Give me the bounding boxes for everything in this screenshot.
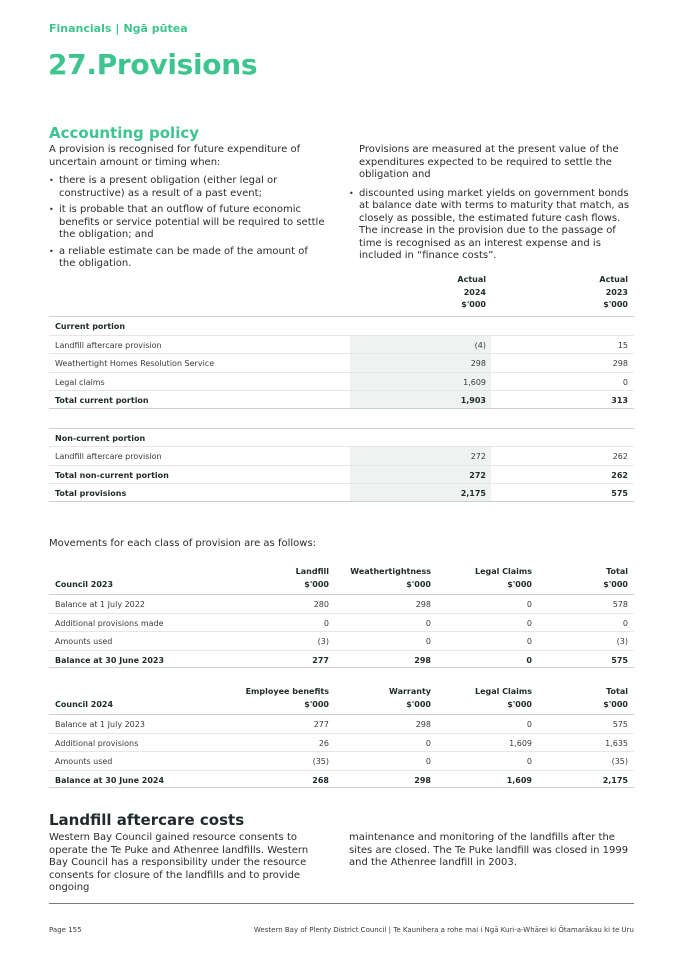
- breadcrumb-section-maori: Ngā pūtea: [123, 22, 188, 35]
- col-header: Total $'000: [603, 567, 628, 589]
- total-provisions-row: Total provisions 2,175 575: [49, 483, 634, 502]
- council-2024-header: [49, 686, 634, 714]
- col-header: Legal Claims $'000: [474, 687, 532, 709]
- col-header: Total $'000: [603, 687, 628, 709]
- total-noncurrent-row: Total non-current portion 272 262: [49, 465, 634, 484]
- provisions-table: [49, 274, 634, 502]
- council-2023-header: [49, 566, 634, 594]
- table-row: Amounts used (35) 0 0 (35): [49, 751, 634, 770]
- council-2024-title: Council 2024: [55, 700, 114, 709]
- table-row: Weathertight Homes Resolution Service 298 298: [49, 353, 634, 372]
- table-row: Amounts used (3) 0 0 (3): [49, 631, 634, 650]
- accounting-policy-heading: Accounting policy: [49, 124, 199, 142]
- council-2024-table: [49, 686, 634, 788]
- policy-bullet-list: [49, 175, 327, 271]
- landfill-right-text: maintenance and monitoring of the landfills after the sites are closed. The Te Puke landfill was closed in 1999 and the Athenree landfill in 2003.: [349, 832, 629, 868]
- table-row: Additional provisions made 0 0 0 0: [49, 613, 634, 632]
- policy-right-bullet: • discounted using market yields on government bonds at balance date with terms to maturity that match, as closely as possible, the estimated future cash flows. The increase in the provision due to the passage of time is recognised as an interest expense and is included in “finance costs”.: [349, 188, 634, 263]
- policy-intro: A provision is recognised for future expenditure of uncertain amount or timing when:: [49, 144, 301, 168]
- policy-right-bullet-list: [349, 188, 634, 263]
- noncurrent-portion-heading: Non-current portion: [49, 428, 634, 447]
- col-2024-header: Actual 2024 $'000: [457, 275, 486, 309]
- policy-left-column: [49, 144, 327, 275]
- breadcrumb-separator: |: [115, 22, 120, 35]
- policy-bullet: • there is a present obligation (either legal or constructive) as a result of a past event;: [49, 175, 327, 200]
- council-2023-table: [49, 566, 634, 668]
- page-title: 27.Provisions: [48, 48, 258, 81]
- table-row: Legal claims 1,609 0: [49, 372, 634, 391]
- balance-row: Balance at 30 June 2023 277 298 0 575: [49, 650, 634, 669]
- col-2023-header: Actual 2023 $'000: [599, 275, 628, 309]
- table-row: Landfill aftercare provision (4) 15: [49, 335, 634, 354]
- policy-bullet: • it is probable that an outflow of future economic benefits or service potential will be required to settle the obligation; and: [49, 204, 327, 242]
- col-header: Employee benefits $'000: [245, 687, 329, 709]
- policy-right-intro: Provisions are measured at the present value of the expenditures expected to be required to settle the obligation and: [359, 144, 619, 180]
- col-header: Weathertightness $'000: [350, 567, 431, 589]
- movements-intro: Movements for each class of provision are as follows:: [49, 538, 317, 549]
- provisions-table-header: [49, 274, 634, 316]
- council-2023-title: Council 2023: [55, 580, 114, 589]
- current-portion-heading: Current portion: [49, 316, 634, 335]
- policy-right-column: [349, 144, 634, 267]
- col-header: Legal Claims $'000: [474, 567, 532, 589]
- balance-row: Balance at 30 June 2024 268 298 1,609 2,175: [49, 770, 634, 789]
- total-current-row: Total current portion 1,903 313: [49, 390, 634, 409]
- col-header: Warranty $'000: [389, 687, 431, 709]
- table-row: Landfill aftercare provision 272 262: [49, 446, 634, 465]
- breadcrumb-section: Financials: [49, 22, 112, 35]
- col-header: Landfill $'000: [295, 567, 329, 589]
- policy-bullet: • a reliable estimate can be made of the amount of the obligation.: [49, 246, 327, 271]
- table-row: Balance at 1 July 2023 277 298 0 575: [49, 714, 634, 733]
- page-number: Page 155: [49, 926, 82, 934]
- landfill-heading: Landfill aftercare costs: [49, 811, 245, 829]
- table-row: Balance at 1 July 2022 280 298 0 578: [49, 594, 634, 613]
- breadcrumb: [49, 22, 188, 35]
- table-row: Additional provisions 26 0 1,609 1,635: [49, 733, 634, 752]
- landfill-left-text: Western Bay Council gained resource consents to operate the Te Puke and Athenree landfills. Western Bay Council has a responsibility under the resource consents for closure of the landfills and to provide ongoing: [49, 832, 309, 893]
- footer-divider: [49, 903, 634, 904]
- footer-organisation: Western Bay of Plenty District Council | Te Kaunihera a rohe mai i Ngā Kuri-a-Whārei ki Ōtamarākau ki te Uru: [253, 926, 634, 934]
